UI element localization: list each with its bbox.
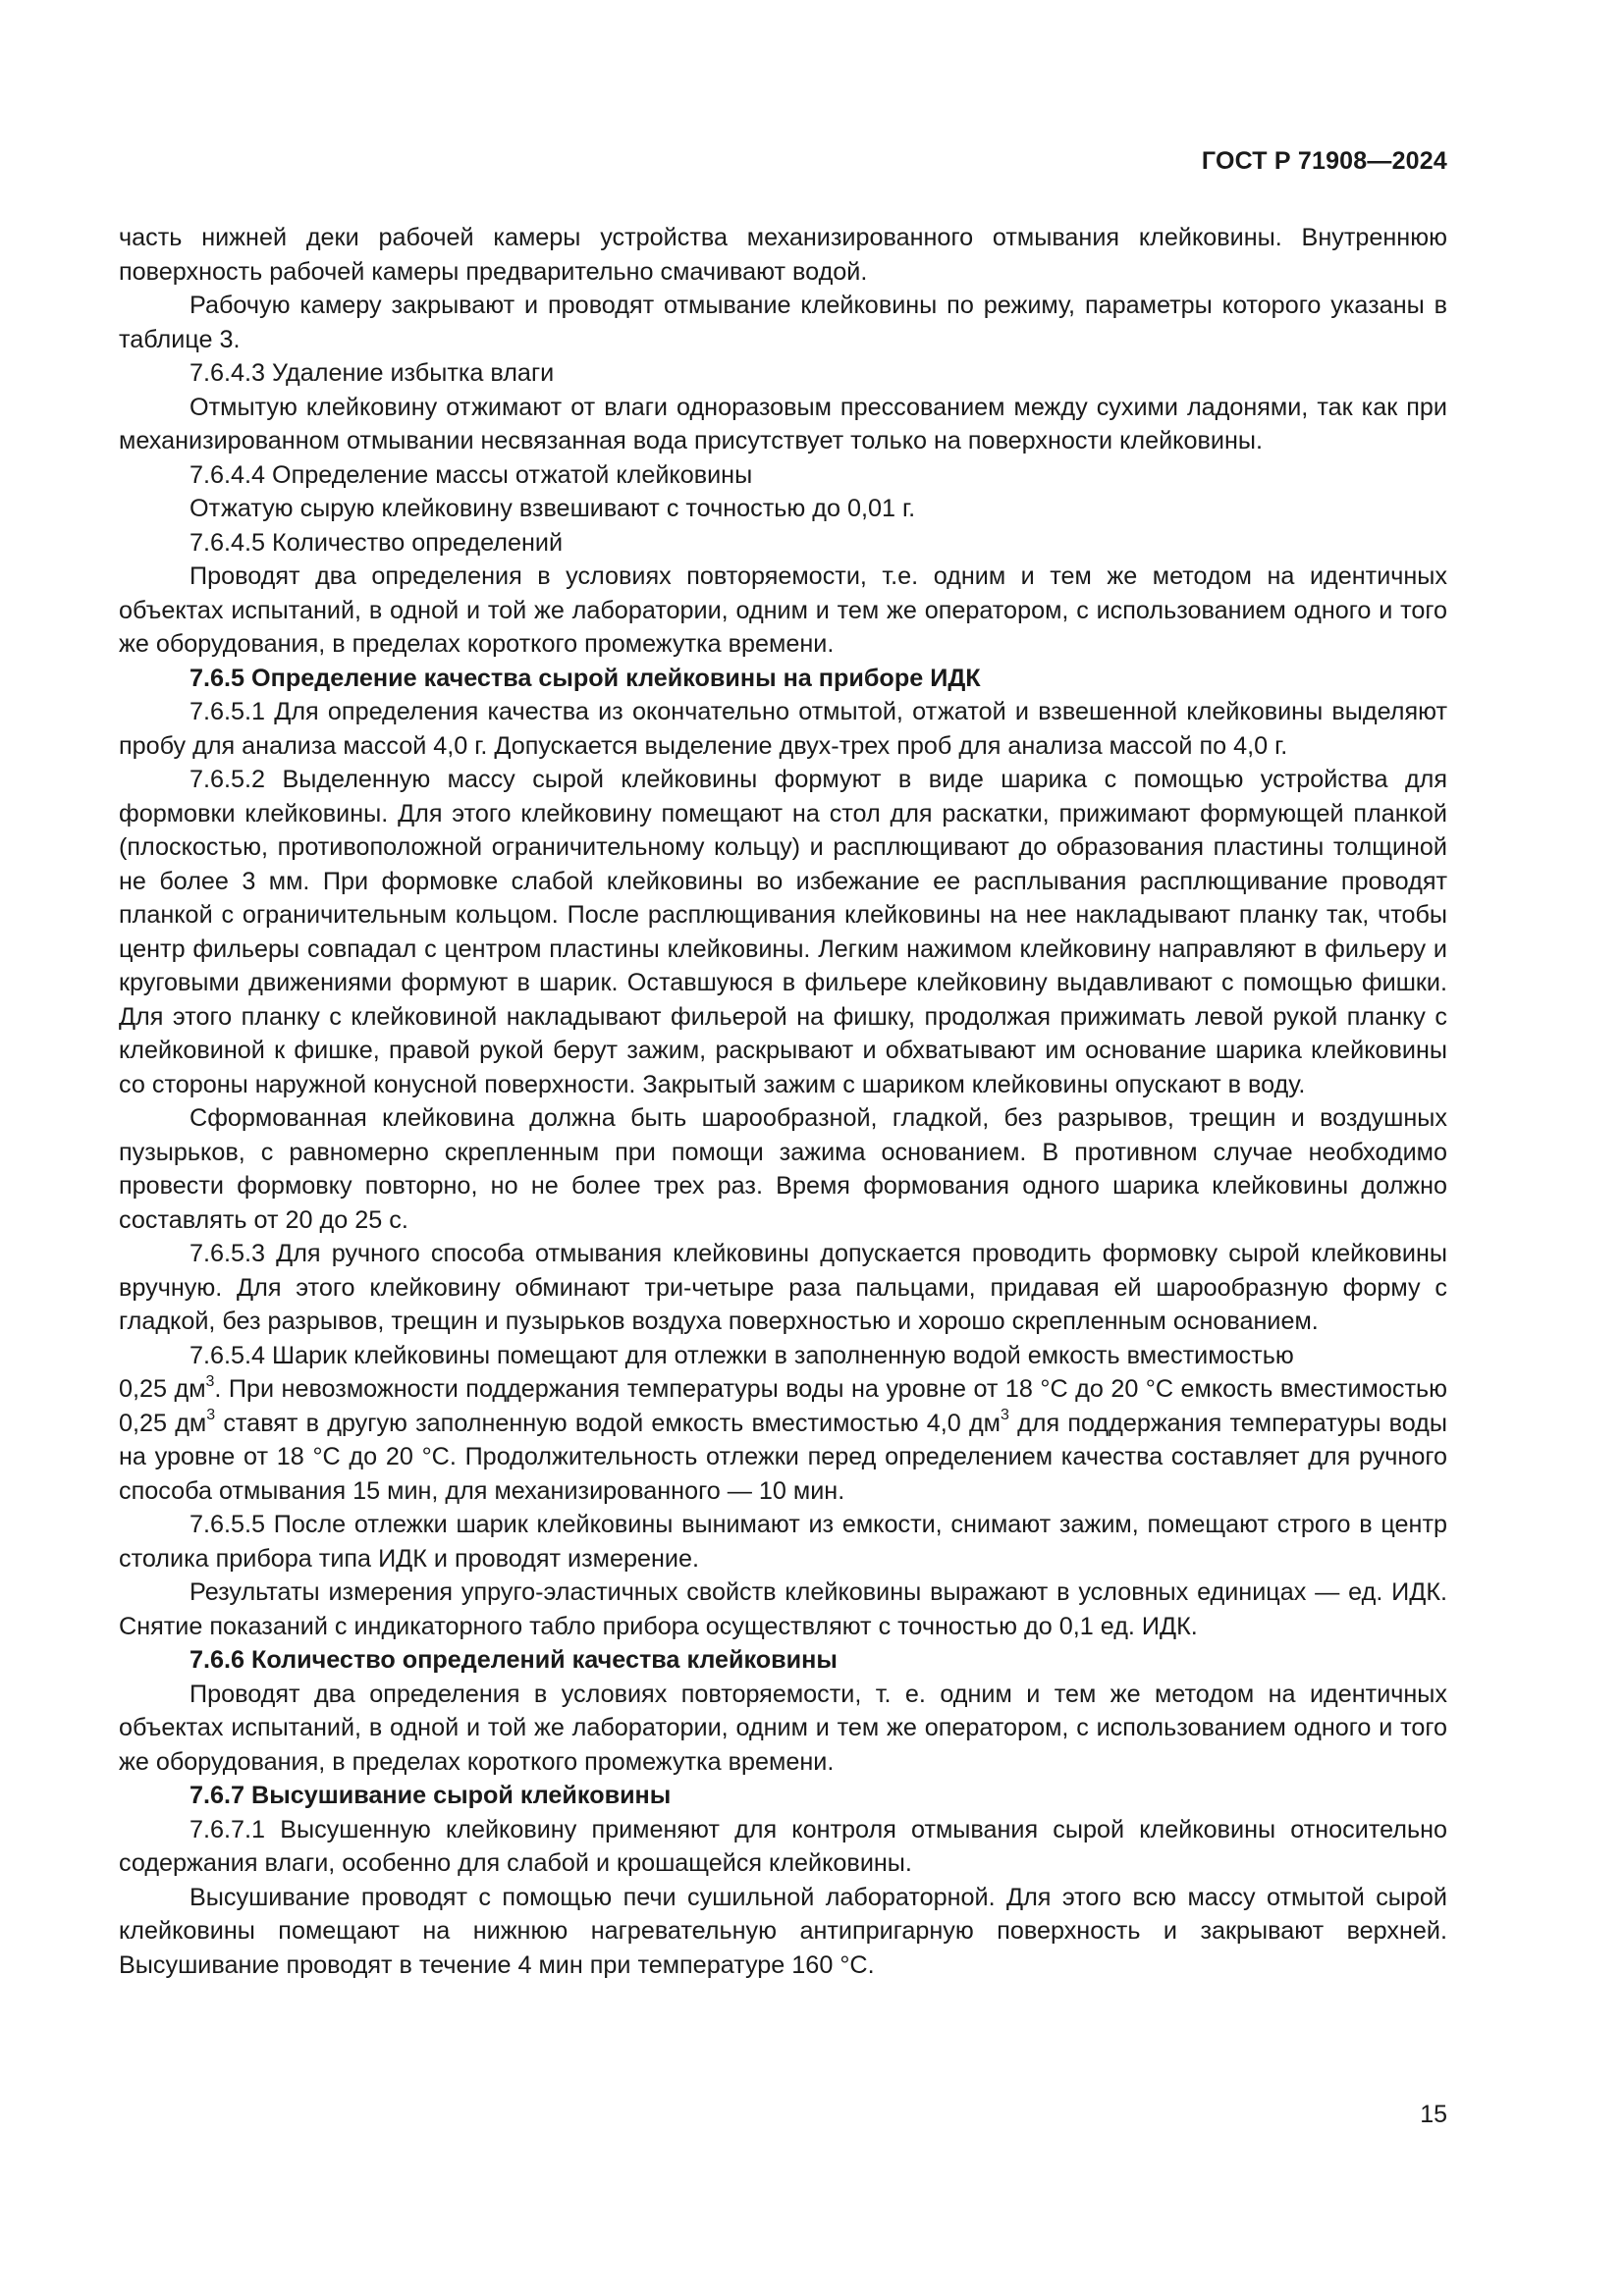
superscript: 3 bbox=[205, 1372, 215, 1390]
section-heading: 7.6.7 Высушивание сырой клейковины bbox=[189, 1782, 672, 1809]
text-run: 7.6.5.4 Шарик клейковины помещают для отлежки в заполненную водой емкость вместимостью bbox=[189, 1341, 1294, 1369]
subsection-heading: 7.6.4.4 Определение массы отжатой клейковины bbox=[189, 460, 753, 489]
paragraph: Отмытую клейковину отжимают от влаги одноразовым прессованием между сухими ладонями, так как при механизированном отмывании несвязанная вода присутствует только на поверхности клейковины. bbox=[119, 393, 1447, 454]
text-run: ставят в другую заполненную водой емкость вместимостью 4,0 дм bbox=[215, 1409, 1001, 1437]
paragraph bbox=[119, 1339, 1447, 1509]
body-text bbox=[119, 221, 1447, 1982]
paragraph: Сформованная клейковина должна быть шарообразной, гладкой, без разрывов, трещин и воздушных пузырьков, с равномерно скрепленным при помощи зажима основанием. В противном случае необходимо провести формовку повторно, но не более трех раз. Время формования одного шарика клейковины должно составлять от 20 до 25 с. bbox=[119, 1104, 1447, 1234]
superscript: 3 bbox=[1001, 1407, 1009, 1424]
page-number: 15 bbox=[1420, 2101, 1447, 2128]
document-code: ГОСТ Р 71908—2024 bbox=[1201, 147, 1447, 175]
paragraph: 7.6.5.3 Для ручного способа отмывания клейковины допускается проводить формовку сырой клейковины вручную. Для этого клейковину обминают три-четыре раза пальцами, придавая ей шарообразную форму с гладкой, без разрывов, трещин и пузырьков воздуха поверхностью и хорошо скрепленным основанием. bbox=[119, 1240, 1447, 1335]
superscript: 3 bbox=[206, 1407, 216, 1424]
subsection-heading: 7.6.4.3 Удаление избытка влаги bbox=[189, 359, 555, 387]
paragraph: 7.6.7.1 Высушенную клейковину применяют для контроля отмывания сырой клейковины относительно содержания влаги, особенно для слабой и крошащейся клейковины. bbox=[119, 1815, 1447, 1877]
text-run: 0,25 дм bbox=[119, 1375, 206, 1403]
paragraph: Высушивание проводят с помощью печи сушильной лабораторной. Для этого всю массу отмытой сырой клейковины помещают на нижнюю нагревательную антипригарную поверхность и закрывают верхней. Высушивание проводят в течение 4 мин при температуре 160 °C. bbox=[119, 1883, 1447, 1979]
paragraph: Рабочую камеру закрывают и проводят отмывание клейковины по режиму, параметры которого указаны в таблице 3. bbox=[119, 292, 1447, 353]
paragraph: часть нижней деки рабочей камеры устройства механизированного отмывания клейковины. Внутреннюю поверхность рабочей камеры предварительно смачивают водой. bbox=[119, 224, 1447, 286]
paragraph: 7.6.5.1 Для определения качества из окончательно отмытой, отжатой и взвешенной клейковины выделяют пробу для анализа массой 4,0 г. Допускается выделение двух-трех проб для анализа массой по 4,0 г. bbox=[119, 698, 1447, 760]
paragraph: Отжатую сырую клейковину взвешивают с точностью до 0,01 г. bbox=[189, 495, 916, 522]
paragraph: Проводят два определения в условиях повторяемости, т. е. одним и тем же методом на идентичных объектах испытаний, в одной и той же лаборатории, одним и тем же оператором, с использованием одного и того же оборудования, в пределах короткого промежутка времени. bbox=[119, 1680, 1447, 1776]
text-run: . При невозможности поддержания температуры воды на уровне от 18 °C до 20 °C емкость вместимостью 0,25 дм bbox=[119, 1375, 1447, 1437]
section-heading: 7.6.5 Определение качества сырой клейковины на приборе ИДК bbox=[189, 664, 981, 692]
paragraph: 7.6.5.5 После отлежки шарик клейковины вынимают из емкости, снимают зажим, помещают строго в центр столика прибора типа ИДК и проводят измерение. bbox=[119, 1511, 1447, 1573]
paragraph: 7.6.5.2 Выделенную массу сырой клейковины формуют в виде шарика с помощью устройства для формовки клейковины. Для этого клейковину помещают на стол для раскатки, прижимают формующей планкой (плоскостью, противоположной ограничительному кольцу) и расплющивают до образования пластины толщиной не более 3 мм. При формовке слабой клейковины во избежание ее расплывания расплющивание проводят планкой с ограничительным кольцом. После расплющивания клейковины на нее накладывают планку так, чтобы центр фильеры совпадал с центром пластины клейковины. Легким нажимом клейковину направляют в фильеру и круговыми движениями формуют в шарик. Оставшуюся в фильере клейковину выдавливают с помощью фишки. Для этого планку с клейковиной накладывают фильерой на фишку, продолжая прижимать левой рукой планку с клейковиной к фишке, правой рукой берут зажим, раскрывают и обхватывают им основание шарика клейковины со стороны наружной конусной поверхности. Закрытый зажим с шариком клейковины опускают в воду. bbox=[119, 766, 1447, 1098]
section-heading: 7.6.6 Количество определений качества клейковины bbox=[189, 1646, 838, 1674]
paragraph: Проводят два определения в условиях повторяемости, т.е. одним и тем же методом на идентичных объектах испытаний, в одной и той же лаборатории, одним и тем же оператором, с использованием одного и того же оборудования, в пределах короткого промежутка времени. bbox=[119, 562, 1447, 658]
paragraph: Результаты измерения упруго-эластичных свойств клейковины выражают в условных единицах — ед. ИДК. Снятие показаний с индикаторного табло прибора осуществляют с точностью до 0,1 ед. ИДК. bbox=[119, 1578, 1447, 1640]
text-run: для поддержания температуры воды на уровне от 18 °C до 20 °C. Продолжительность отлежки перед определением качества составляет для ручного способа отмывания 15 мин, для механизированного — 10 мин. bbox=[119, 1409, 1447, 1505]
subsection-heading: 7.6.4.5 Количество определений bbox=[189, 528, 564, 557]
